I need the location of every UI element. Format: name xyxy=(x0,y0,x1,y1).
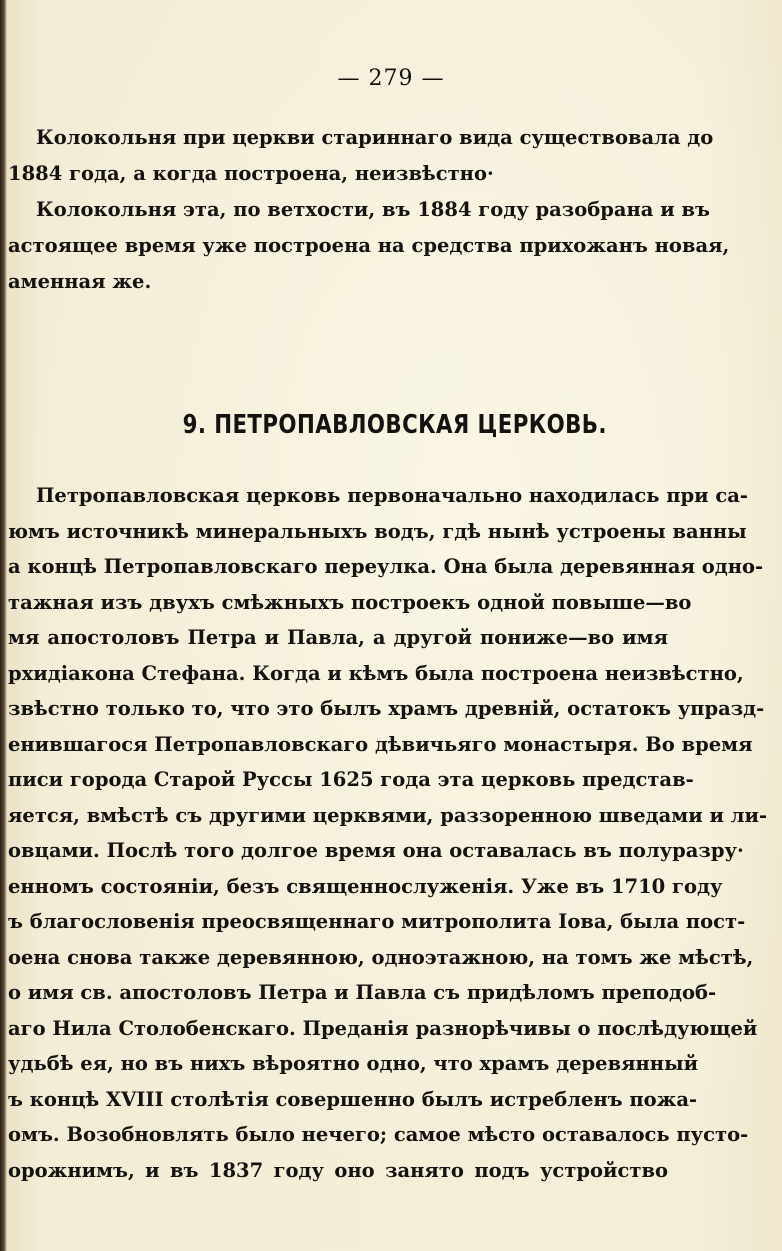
paragraph-3-line-14: оена снова также деревянною, одноэтажною, на томъ же мѣстѣ, xyxy=(8,946,754,969)
paragraph-3-line-8: енившагося Петропавловскаго дѣвичьяго монастыря. Во время xyxy=(8,733,753,756)
paragraph-3-line-9: писи города Старой Руссы 1625 года эта церковь представ- xyxy=(8,768,694,791)
paragraph-3-line-12: енномъ состояніи, безъ священнослуженія. Уже въ 1710 году xyxy=(8,875,723,898)
paragraph-3-line-2: юмъ источникѣ минеральныхъ водъ, гдѣ нынѣ устроены ванны xyxy=(8,520,747,543)
paragraph-2-line-2: астоящее время уже построена на средства прихожанъ новая, xyxy=(8,234,730,257)
paragraph-3-line-7: звѣстно только то, что это былъ храмъ древній, остатокъ упразд- xyxy=(8,697,765,720)
paragraph-1-line-1: Колокольня при церкви стариннаго вида существовала до xyxy=(36,126,714,149)
paragraph-3-line-18: ъ концѣ XVIII столѣтія совершенно былъ истребленъ пожа- xyxy=(8,1088,698,1111)
paragraph-3-line-15: о имя св. апостоловъ Петра и Павла съ придѣломъ преподоб- xyxy=(8,981,717,1004)
paragraph-2-line-1: Колокольня эта, по ветхости, въ 1884 году разобрана и въ xyxy=(36,198,710,221)
paragraph-2-line-3: аменная же. xyxy=(8,270,152,293)
paragraph-3-line-19: омъ. Возобновлять было нечего; самое мѣсто оставалось пусто- xyxy=(8,1123,749,1146)
paragraph-3-line-11: овцами. Послѣ того долгое время она оставалась въ полуразру· xyxy=(8,839,744,862)
paragraph-1-line-2: 1884 года, а когда построена, неизвѣстно· xyxy=(8,162,494,185)
paragraph-3-line-16: аго Нила Столобенскаго. Преданія разнорѣчивы о послѣдующей xyxy=(8,1017,758,1040)
paragraph-3-line-20: орожнимъ, и въ 1837 году оно занято подъ устройство xyxy=(8,1159,668,1182)
paragraph-3-line-17: удьбѣ ея, но въ нихъ вѣроятно одно, что храмъ деревянный xyxy=(8,1052,699,1075)
paragraph-3-line-4: тажная изъ двухъ смѣжныхъ построекъ одной повыше—во xyxy=(8,591,692,614)
section-heading: 9. ПЕТРОПАВЛОВСКАЯ ЦЕРКОВЬ. xyxy=(182,410,607,440)
page-binding-edge xyxy=(0,0,7,1251)
paragraph-3-line-3: а концѣ Петропавловскаго переулка. Она была деревянная одно- xyxy=(8,555,764,578)
page-number: — 279 — xyxy=(337,66,445,91)
paragraph-3-line-6: рхидіакона Стефана. Когда и кѣмъ была построена неизвѣстно, xyxy=(8,662,744,685)
paragraph-3-line-10: яется, вмѣстѣ съ другими церквями, раззоренною шведами и ли- xyxy=(8,804,768,827)
paragraph-3-line-5: мя апостоловъ Петра и Павла, а другой пониже—во имя xyxy=(8,626,668,649)
paragraph-3-line-1: Петропавловская церковь первоначально находилась при са- xyxy=(36,484,748,507)
paragraph-3-line-13: ъ благословенія преосвященнаго митрополита Іова, была пост- xyxy=(8,910,746,933)
